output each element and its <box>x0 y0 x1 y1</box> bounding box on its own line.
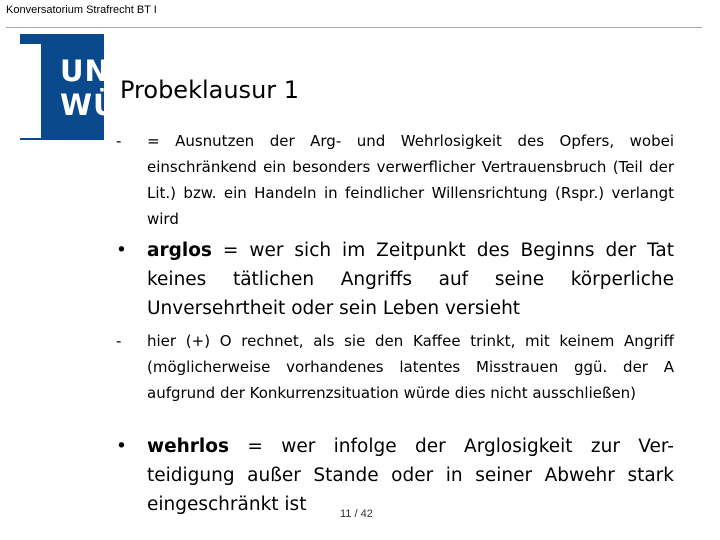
page-number: 11 / 42 <box>340 508 373 520</box>
body-paragraph: hier (+) O rechnet, als sie den Kaffee trinkt, mit keinem Angriff (möglicherweise vorhandenes latentes Misstrauen ggü. der A aufgrund der Konkurrenzsituation würde dies nicht ausschließen) <box>147 332 674 402</box>
defined-term: arglos <box>147 240 212 261</box>
logo-text-line1: UNI <box>60 54 122 88</box>
logo-cutout <box>20 44 41 138</box>
slide-title: Probeklausur 1 <box>120 76 300 104</box>
definition-text: = wer infolge der Arglosigkeit zur Ver-teidigung außer Stande oder in seiner Abwehr stark eingeschränkt ist <box>147 436 674 515</box>
course-title: Konversatorium Strafrecht BT I <box>6 4 157 16</box>
definition-text: = wer sich im Zeitpunkt des Beginns der Tat keines tätlichen Angriffs auf seine körperliche Unversehrtheit oder sein Leben versieht <box>147 240 674 319</box>
defined-term: wehrlos <box>147 436 229 457</box>
logo-text-line2: WÜ <box>60 88 118 122</box>
dash-marker: - <box>116 132 122 150</box>
university-logo <box>20 34 122 140</box>
dash-marker: - <box>116 332 122 350</box>
bullet-marker: • <box>116 436 127 457</box>
header-divider <box>6 27 702 28</box>
bullet-marker: • <box>116 240 127 261</box>
body-paragraph: = Ausnutzen der Arg- und Wehrlosigkeit des Opfers, wobei einschränkend ein besonders verwerflicher Vertrauensbruch (Teil der Lit.) bzw. ein Handeln in feindlicher Willensrichtung (Rspr.) verlangt wird <box>147 132 674 228</box>
definition-paragraph <box>147 432 674 519</box>
definition-paragraph <box>147 236 674 323</box>
